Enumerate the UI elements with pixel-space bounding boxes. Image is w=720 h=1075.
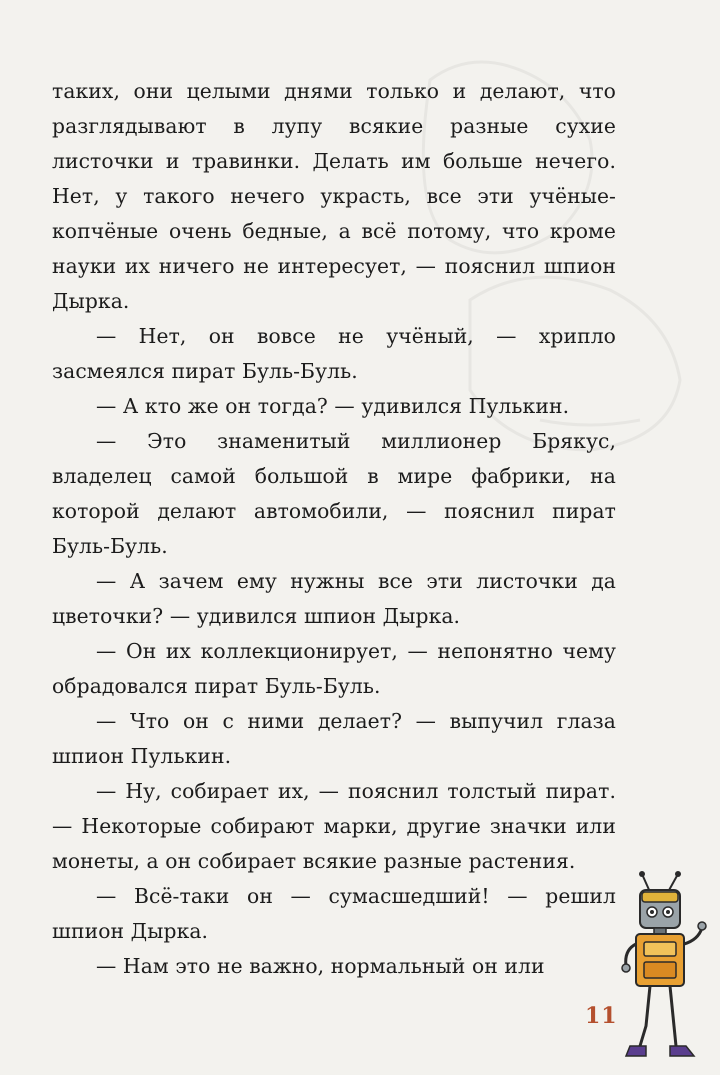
paragraph: — Он их коллекционирует, — непонятно чему обрадовался пират Буль-Буль. xyxy=(52,639,616,698)
paragraph: — А кто же он тогда? — удивился Пулькин. xyxy=(96,394,570,418)
paragraph: — Это знаменитый миллионер Брякус, владелец самой большой в мире фабрики, на которой делают автомобили, — пояснил пират Буль-Буль. xyxy=(52,429,616,558)
paragraph: таких, они целыми днями только и делают, что разглядывают в лупу всякие разные сухие листочки и травинки. Делать им больше нечего. Нет, у такого нечего украсть, все эти учёные-копчёные очень бедные, а всё потому, что кроме науки их ничего не интересует, — пояснил шпион Дырка. xyxy=(52,79,616,313)
paragraph: — Нам это не важно, нормальный он или xyxy=(96,954,545,978)
paragraph: — Что он с ними делает? — выпучил глаза шпион Пулькин. xyxy=(52,709,616,768)
paragraph: — Нет, он вовсе не учёный, — хрипло засмеялся пират Буль-Буль. xyxy=(52,324,616,383)
body-text xyxy=(52,74,616,984)
paragraph: — Ну, собирает их, — пояснил толстый пират. — Некоторые собирают марки, другие значки или монеты, а он собирает всякие разные растения. xyxy=(52,779,616,873)
paragraph: — А зачем ему нужны все эти листочки да цветочки? — удивился шпион Дырка. xyxy=(52,569,616,628)
page-number: 11 xyxy=(585,1003,618,1029)
paragraph: — Всё-таки он — сумасшедший! — решил шпион Дырка. xyxy=(52,884,616,943)
robot-character-icon xyxy=(620,870,710,1070)
